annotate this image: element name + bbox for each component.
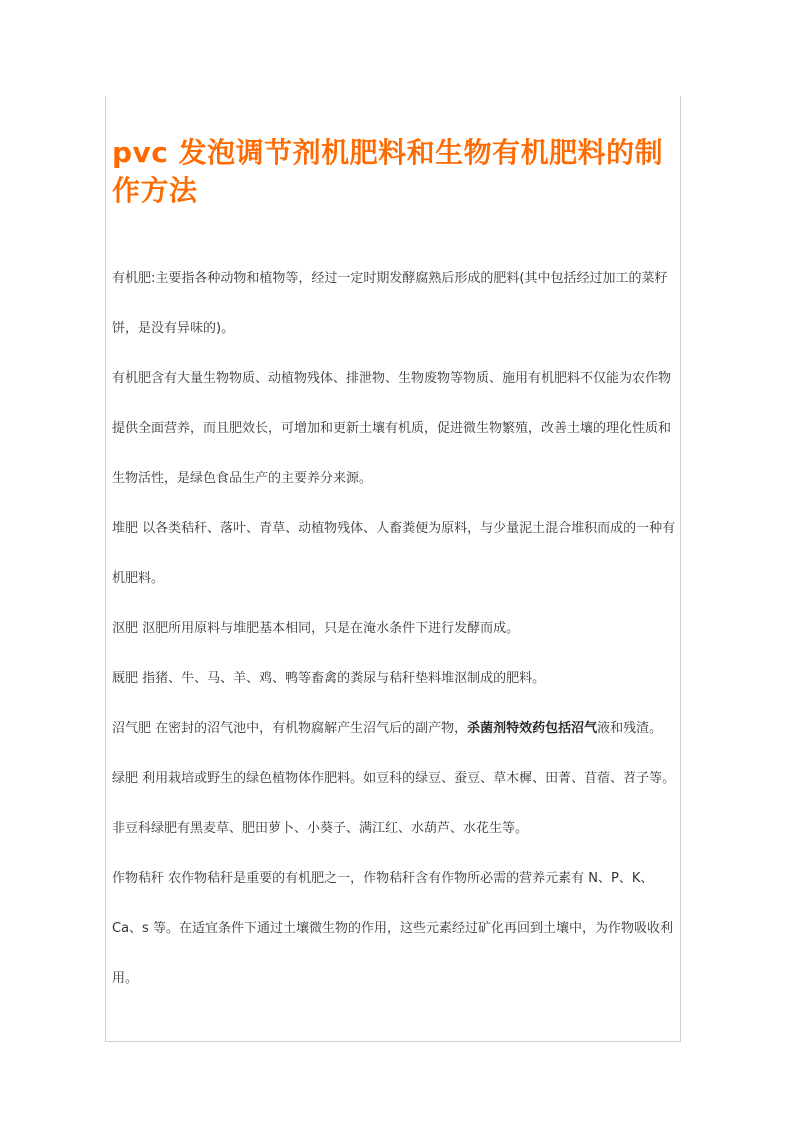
paragraph-organic-fertilizer: 有机肥:主要指各种动物和植物等，经过一定时期发酵腐熟后形成的肥料(其中包括经过加工的菜籽饼，是没有异味的)。 (112, 271, 668, 336)
biogas-text-before: 沼气肥 在密封的沼气池中，有机物腐解产生沼气后的副产物， (112, 721, 468, 736)
document-body (112, 254, 678, 1004)
paragraph-organic-benefits: 有机肥含有大量生物物质、动植物残体、排泄物、生物废物等物质、施用有机肥料不仅能为农作物提供全面营养，而且肥效长，可增加和更新土壤有机质，促进微生物繁殖，改善土壤的理化性质和生物活性，是绿色食品生产的主要养分来源。 (112, 371, 672, 486)
paragraph-crop-straw: 作物秸秆 农作物秸秆是重要的有机肥之一，作物秸秆含有作物所必需的营养元素有 N、P、K、Ca、s 等。在适宜条件下通过土壤微生物的作用，这些元素经过矿化再回到土壤中，为作物吸收利用。 (112, 871, 673, 986)
paragraph-compost: 堆肥 以各类秸秆、落叶、青草、动植物残体、人畜粪便为原料，与少量泥土混合堆积而成的一种有机肥料。 (112, 521, 676, 586)
paragraph-biogas-fertilizer (112, 704, 678, 754)
biogas-bold-text: 杀菌剂特效药包括沼气 (467, 721, 598, 736)
paragraph-retting-manure: 沤肥 沤肥所用原料与堆肥基本相同，只是在淹水条件下进行发酵而成。 (112, 621, 520, 636)
biogas-text-after: 液和残渣。 (597, 721, 663, 736)
paragraph-green-manure: 绿肥 利用栽培或野生的绿色植物体作肥料。如豆科的绿豆、蚕豆、草木樨、田菁、苜蓿、苕子等。非豆科绿肥有黑麦草、肥田萝卜、小葵子、满江红、水葫芦、水花生等。 (112, 771, 676, 836)
paragraph-barnyard-manure: 厩肥 指猪、牛、马、羊、鸡、鸭等畜禽的粪尿与秸秆垫料堆沤制成的肥料。 (112, 671, 546, 686)
document-title: pvc 发泡调节剂机肥料和生物有机肥料的制作方法 (112, 136, 664, 207)
